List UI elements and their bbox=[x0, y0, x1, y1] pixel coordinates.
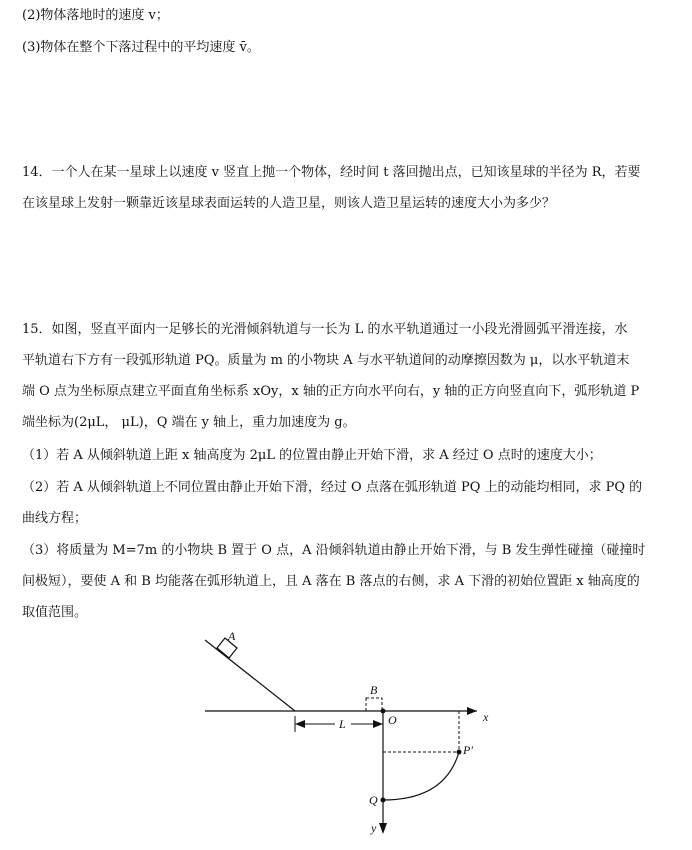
x-axis-arrow bbox=[467, 707, 477, 715]
label-b: B bbox=[370, 683, 378, 697]
q13-part3: (3)物体在整个下落过程中的平均速度 v̄。 bbox=[22, 40, 260, 55]
label-p: P′ bbox=[463, 743, 473, 757]
q15-sub3b: 间极短），要使 A 和 B 均能落在弧形轨道上，且 A 落在 B 落点的右侧，求 A 下滑的初始位置距 x 轴高度的 bbox=[22, 574, 640, 589]
q14-line2: 在该星球上发射一颗靠近该星球表面运转的人造卫星，则该人造卫星运转的速度大小为多少？ bbox=[22, 196, 556, 211]
inclined-track bbox=[205, 640, 295, 711]
q15-line3: 端 O 点为坐标原点建立平面直角坐标系 xOy，x 轴的正方向水平向右，y 轴的正方向竖直向下，弧形轨道 P bbox=[22, 384, 640, 399]
label-a: A bbox=[228, 629, 236, 643]
length-arrow-right bbox=[373, 720, 383, 728]
q15-line4: 端坐标为(2μL， μL)，Q 端在 y 轴上，重力加速度为 g。 bbox=[22, 415, 356, 430]
q15-sub3c: 取值范围。 bbox=[22, 605, 88, 620]
length-arrow-left bbox=[295, 720, 305, 728]
label-l: L bbox=[339, 717, 346, 731]
y-axis-arrow bbox=[379, 823, 387, 834]
track-diagram bbox=[195, 628, 505, 843]
q15-sub2b: 曲线方程； bbox=[22, 511, 88, 526]
label-y: y bbox=[371, 821, 377, 835]
q14-line1: 14．一个人在某一星球上以速度 v 竖直上抛一个物体，经时间 t 落回抛出点，已知该星球的半径为 R，若要 bbox=[22, 165, 641, 180]
q15-sub1: （1）若 A 从倾斜轨道上距 x 轴高度为 2μL 的位置由静止开始下滑，求 A 经过 O 点时的速度大小； bbox=[22, 448, 602, 463]
q13-part2: (2)物体落地时的速度 v； bbox=[22, 8, 169, 23]
point-p bbox=[457, 750, 462, 755]
q15-sub3a: （3）将质量为 M=7m 的小物块 B 置于 O 点，A 沿倾斜轨道由静止开始下滑，与 B 发生弹性碰撞（碰撞时 bbox=[22, 543, 646, 558]
q15-line1: 15．如图，竖直平面内一足够长的光滑倾斜轨道与一长为 L 的水平轨道通过一小段光滑圆弧平滑连接，水 bbox=[22, 322, 628, 337]
arc-track-pq bbox=[383, 752, 459, 800]
point-q bbox=[381, 798, 386, 803]
q15-sub2a: （2）若 A 从倾斜轨道上不同位置由静止开始下滑，经过 O 点落在弧形轨道 PQ 上的动能均相同，求 PQ 的 bbox=[22, 480, 643, 495]
q15-line2: 平轨道右下方有一段弧形轨道 PQ。质量为 m 的小物块 A 与水平轨道间的动摩擦因数为 μ，以水平轨道末 bbox=[22, 353, 630, 368]
label-q: Q bbox=[369, 793, 378, 807]
block-b bbox=[366, 698, 382, 711]
label-o: O bbox=[388, 713, 397, 727]
label-x: x bbox=[483, 710, 489, 724]
